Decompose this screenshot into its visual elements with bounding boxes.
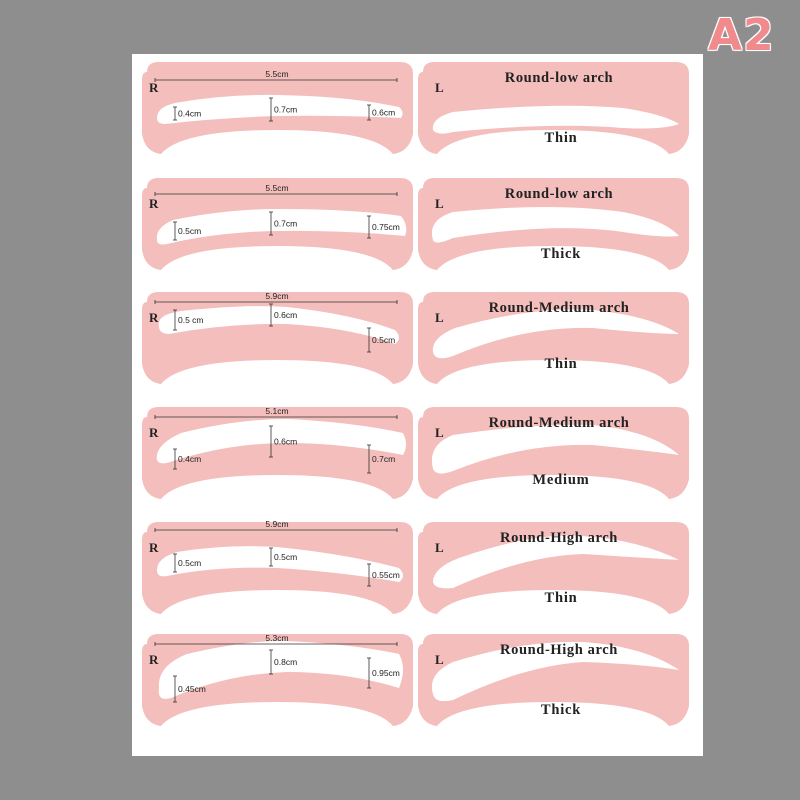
thickness-label: Medium	[532, 472, 590, 488]
middle-height-measure: 0.5cm	[274, 552, 298, 562]
thickness-label: Thick	[540, 246, 582, 262]
start-height-measure: 0.5cm	[178, 226, 202, 236]
side-label: L	[435, 540, 444, 555]
start-height-measure: 0.4cm	[178, 454, 202, 464]
width-measure: 5.9cm	[265, 520, 289, 529]
end-height-measure: 0.5cm	[372, 335, 396, 345]
side-label: R	[149, 652, 159, 667]
arch-title: Round-Medium arch	[488, 415, 630, 431]
arch-title: Round-Medium arch	[488, 300, 630, 316]
side-label: R	[149, 196, 159, 211]
right-brow-stencil	[137, 405, 421, 517]
right-brow-stencil	[137, 632, 421, 744]
end-height-measure: 0.95cm	[372, 668, 400, 678]
side-label: R	[149, 80, 159, 95]
left-brow-stencil	[413, 520, 697, 632]
middle-height-measure: 0.7cm	[274, 104, 298, 115]
side-label: R	[149, 425, 159, 440]
left-brow-stencil	[413, 405, 697, 517]
thickness-label: Thick	[540, 702, 582, 718]
arch-title: Round-High arch	[500, 530, 618, 546]
left-brow-stencil	[413, 60, 697, 172]
side-label: L	[435, 425, 444, 440]
end-height-measure: 0.55cm	[372, 570, 400, 580]
side-label: L	[435, 310, 444, 325]
right-brow-stencil	[137, 60, 421, 172]
thickness-label: Thin	[544, 590, 578, 606]
middle-height-measure: 0.8cm	[274, 657, 298, 667]
middle-height-measure: 0.6cm	[274, 310, 298, 320]
end-height-measure: 0.75cm	[372, 222, 400, 232]
width-measure: 5.9cm	[265, 291, 289, 301]
variant-badge: A2	[708, 10, 775, 61]
middle-height-measure: 0.6cm	[274, 436, 298, 447]
left-brow-stencil	[413, 632, 697, 744]
end-height-measure: 0.7cm	[372, 454, 396, 464]
side-label: R	[149, 540, 159, 555]
thickness-label: Thin	[544, 130, 578, 146]
width-measure: 5.1cm	[265, 406, 289, 416]
middle-height-measure: 0.7cm	[274, 218, 298, 229]
left-brow-stencil	[413, 290, 697, 402]
width-measure: 5.5cm	[265, 183, 289, 193]
side-label: L	[435, 652, 444, 667]
side-label: L	[435, 80, 444, 95]
left-brow-stencil	[413, 176, 697, 288]
arch-title: Round-low arch	[504, 70, 614, 86]
right-brow-stencil	[137, 176, 421, 288]
thickness-label: Thin	[544, 356, 578, 372]
width-measure: 5.5cm	[265, 69, 289, 79]
start-height-measure: 0.5cm	[178, 558, 202, 568]
start-height-measure: 0.4cm	[178, 108, 202, 119]
right-brow-stencil	[137, 290, 421, 402]
side-label: L	[435, 196, 444, 211]
arch-title: Round-low arch	[504, 186, 614, 202]
start-height-measure: 0.5 cm	[178, 315, 204, 325]
end-height-measure: 0.6cm	[372, 107, 396, 118]
right-brow-stencil	[137, 520, 421, 632]
start-height-measure: 0.45cm	[178, 684, 206, 694]
width-measure: 5.3cm	[265, 633, 289, 643]
arch-title: Round-High arch	[500, 642, 618, 658]
side-label: R	[149, 310, 159, 325]
